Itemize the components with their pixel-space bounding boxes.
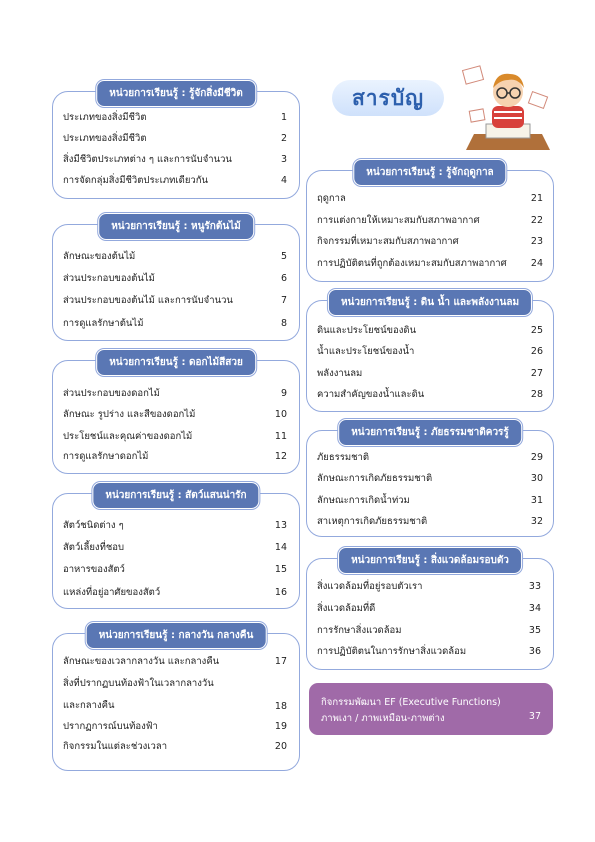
page-number: 25 [530,325,543,336]
toc-section-trees: หน่วยการเรียนรู้ : หนูรักต้นไม้ ลักษณะของต้นไม้ 5 ส่วนประกอบของต้นไม้ 6 ส่วนประกอบของต้นไม้ และการนับจำนวน 7 การดูแลรักษาต้นไม้ 8 [52,224,300,341]
page-number: 22 [530,215,543,226]
page-title: สารบัญ [332,80,444,116]
page-number: 27 [530,368,543,379]
section-header: หน่วยการเรียนรู้ : ดอกไม้สีสวย [96,349,256,376]
page-number: 18 [274,701,287,712]
page-number: 17 [274,656,287,667]
page-number: 20 [274,741,287,752]
toc-section-natural-disasters: หน่วยการเรียนรู้ : ภัยธรรมชาติควรรู้ ภัยธรรมชาติ 29 ลักษณะการเกิดภัยธรรมชาติ 30 ลักษณะการเกิดน้ำท่วม 31 สาเหตุการเกิดภัยธรรมชาติ 32 [306,430,554,537]
page-number: 30 [530,473,543,484]
page-number: 21 [530,193,543,204]
page-number: 14 [274,542,287,553]
section-header: หน่วยการเรียนรู้ : สัตว์แสนน่ารัก [92,482,259,509]
section-header: หน่วยการเรียนรู้ : รู้จักฤดูกาล [353,159,506,186]
page-number: 10 [274,409,287,420]
section-header: หน่วยการเรียนรู้ : กลางวัน กลางคืน [86,622,267,649]
page-number: 26 [530,346,543,357]
page-number: 28 [530,389,543,400]
page-number: 37 [528,711,541,722]
toc-section-animals: หน่วยการเรียนรู้ : สัตว์แสนน่ารัก สัตว์ชนิดต่าง ๆ 13 สัตว์เลี้ยงที่ชอบ 14 อาหารของสัตว์ 15 แหล่งที่อยู่อาศัยของสัตว์ 16 [52,493,300,609]
toc-section-seasons: หน่วยการเรียนรู้ : รู้จักฤดูกาล ฤดูกาล 21 การแต่งกายให้เหมาะสมกับสภาพอากาศ 22 กิจกรรมที่เหมาะสมกับสภาพอากาศ 23 การปฏิบัติตนที่ถูกต้องเหมาะสมกับสภาพอากาศ 24 [306,170,554,282]
page-number: 8 [280,318,287,329]
page-number: 16 [274,587,287,598]
page-number: 35 [528,625,541,636]
page-number: 2 [280,133,287,144]
page-number: 1 [280,112,287,123]
page-number: 6 [280,273,287,284]
page-number: 19 [274,721,287,732]
page-number: 23 [530,236,543,247]
section-header: หน่วยการเรียนรู้ : สิ่งแวดล้อมรอบตัว [338,547,522,574]
page-number: 7 [280,295,287,306]
page-number: 9 [280,388,287,399]
page-number: 11 [274,431,287,442]
page-number: 29 [530,452,543,463]
page-number: 12 [274,451,287,462]
page-number: 13 [274,520,287,531]
toc-section-day-night: หน่วยการเรียนรู้ : กลางวัน กลางคืน ลักษณะของเวลากลางวัน และกลางคืน 17 สิ่งที่ปรากฏบนท้องฟ้าในเวลากลางวัน และกลางคืน 18 ปรากฏการณ์บนท้องฟ้า 19 กิจกรรมในแต่ละช่วงเวลา 20 [52,633,300,771]
toc-section-living-things: หน่วยการเรียนรู้ : รู้จักสิ่งมีชีวิต ประเภทของสิ่งมีชีวิต 1 ประเภทของสิ่งมีชีวิต 2 สิ่งมีชีวิตประเภทต่าง ๆ และการนับจำนวน 3 การจัดกลุ่มสิ่งมีชีวิตประเภทเดียวกัน 4 [52,91,300,199]
page-number: 4 [280,175,287,186]
ef-title: กิจกรรมพัฒนา EF (Executive Functions) [321,697,501,708]
toc-section-soil-water-wind: หน่วยการเรียนรู้ : ดิน น้ำ และพลังงานลม ดินและประโยชน์ของดิน 25 น้ำและประโยชน์ของน้ำ 26 พลังงานลม 27 ความสำคัญของน้ำและดิน 28 [306,300,554,412]
page-number: 3 [280,154,287,165]
page-number: 24 [530,258,543,269]
ef-activity-box[interactable] [309,683,553,735]
toc-section-environment: หน่วยการเรียนรู้ : สิ่งแวดล้อมรอบตัว สิ่งแวดล้อมที่อยู่รอบตัวเรา 33 สิ่งแวดล้อมที่ดี 34 การรักษาสิ่งแวดล้อม 35 การปฏิบัติตนในการรักษาสิ่งแวดล้อม 36 [306,558,554,670]
page-number: 34 [528,603,541,614]
boy-reading-books-illustration [460,64,556,154]
toc-section-flowers: หน่วยการเรียนรู้ : ดอกไม้สีสวย ส่วนประกอบของดอกไม้ 9 ลักษณะ รูปร่าง และสีของดอกไม้ 10 ประโยชน์และคุณค่าของดอกไม้ 11 การดูแลรักษาดอกไม้ 12 [52,360,300,474]
section-header: หน่วยการเรียนรู้ : รู้จักสิ่งมีชีวิต [96,80,256,107]
page-number: 32 [530,516,543,527]
page-number: 36 [528,646,541,657]
page-number: 5 [280,251,287,262]
section-header: หน่วยการเรียนรู้ : ดิน น้ำ และพลังงานลม [328,289,532,316]
page-number: 31 [530,495,543,506]
section-header: หน่วยการเรียนรู้ : หนูรักต้นไม้ [98,213,254,240]
section-header: หน่วยการเรียนรู้ : ภัยธรรมชาติควรรู้ [338,419,522,446]
ef-subtitle: ภาพเงา / ภาพเหมือน-ภาพต่าง [321,713,445,724]
toc-entry[interactable]: สิ่งที่ปรากฏบนท้องฟ้าในเวลากลางวัน และกลางคืน 18 [63,678,287,712]
page-number: 33 [528,581,541,592]
page-number: 15 [274,564,287,575]
